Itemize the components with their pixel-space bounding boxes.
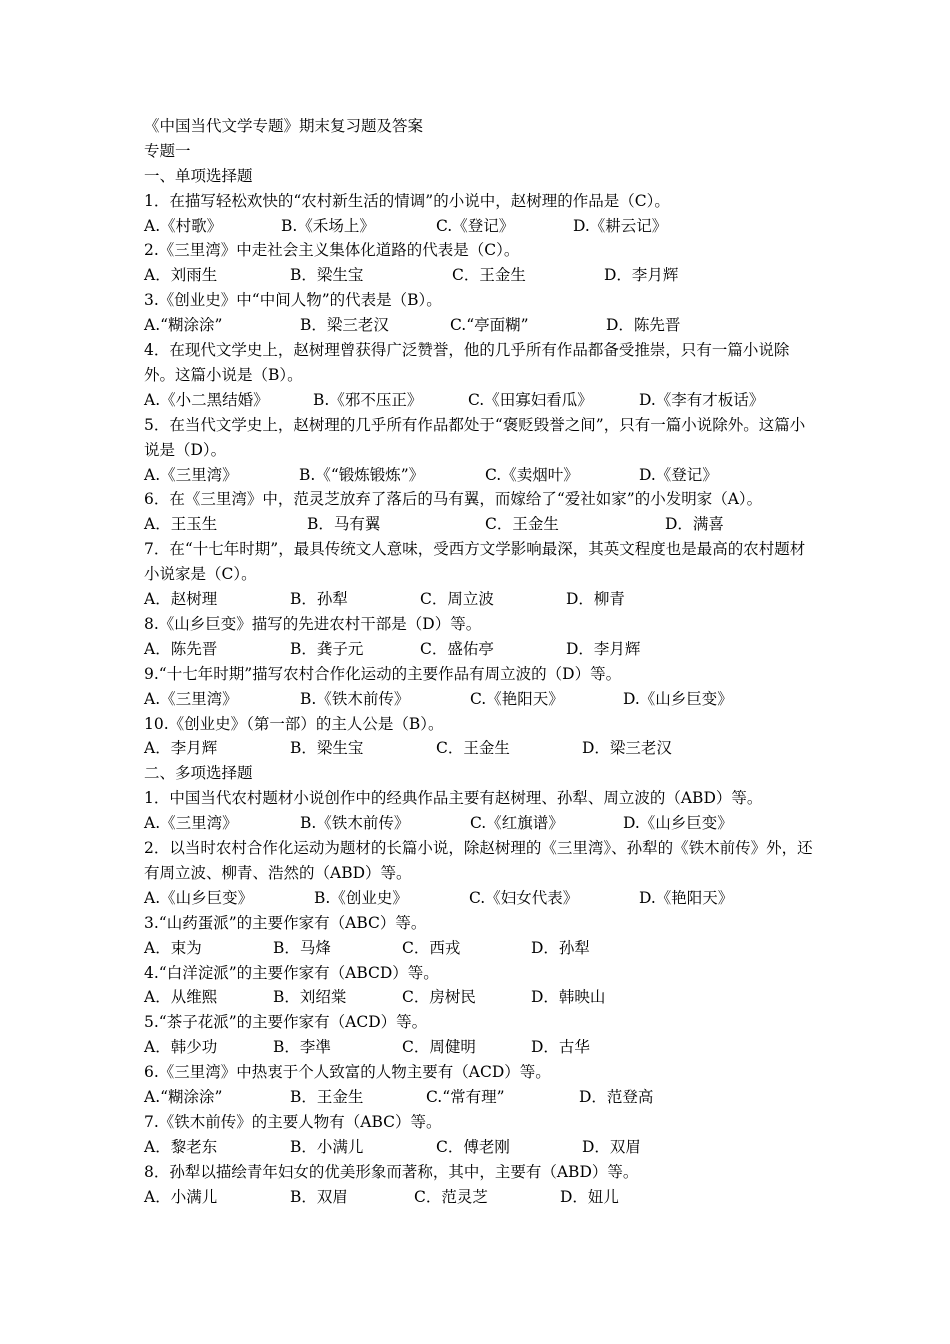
option-c: C．周健明 — [402, 1038, 476, 1057]
option-d: D.《艳阳天》 — [639, 888, 734, 907]
options-row — [144, 263, 814, 288]
option-a: A．赵树理 — [144, 590, 218, 609]
option-d: D．梁三老汉 — [582, 739, 672, 758]
option-a: A．黎老东 — [144, 1137, 218, 1156]
question-stem: 4．在现代文学史上，赵树理曾获得广泛赞誉，他的几乎所有作品都备受推崇，只有一篇小说除外。这篇小说是（B）。 — [144, 341, 790, 384]
question-stem: 10.《创业史》（第一部）的主人公是（B）。 — [144, 714, 444, 733]
options-row — [144, 463, 814, 488]
option-a: A．李月辉 — [144, 739, 218, 758]
option-c: C.《登记》 — [436, 216, 515, 235]
option-c: C．傅老刚 — [436, 1137, 510, 1156]
option-c: C.《田寡妇看瓜》 — [468, 390, 593, 409]
question-stem: 3.“山药蛋派”的主要作家有（ABC）等。 — [144, 913, 427, 932]
option-c: C.“亭面糊” — [450, 316, 529, 335]
option-b: B.《铁木前传》 — [300, 814, 410, 833]
question-stem: 7．在“十七年时期”，最具传统文人意味，受西方文学影响最深，其英文程度也是最高的农村题材小说家是（C）。 — [144, 540, 806, 584]
option-a: A.“糊涂涂” — [144, 1088, 223, 1107]
option-b: B．小满儿 — [290, 1137, 364, 1156]
option-a: A.《山乡巨变》 — [144, 888, 254, 907]
option-a: A．从维熙 — [144, 988, 218, 1007]
option-a: A．王玉生 — [144, 515, 218, 534]
option-a: A．陈先晋 — [144, 639, 218, 658]
document-page — [144, 114, 814, 1210]
option-c: C．王金生 — [485, 515, 559, 534]
option-a: A．刘雨生 — [144, 266, 218, 285]
question-stem: 4.“白洋淀派”的主要作家有（ABCD）等。 — [144, 963, 439, 982]
options-row — [144, 736, 814, 761]
topic-heading: 专题一 — [144, 141, 191, 160]
option-b: B．马烽 — [273, 938, 331, 957]
options-row — [144, 512, 814, 537]
option-d: D．满喜 — [665, 515, 724, 534]
option-d: D．韩映山 — [531, 988, 606, 1007]
option-d: D．李月辉 — [604, 266, 679, 285]
option-b: B．双眉 — [290, 1187, 348, 1206]
options-row — [144, 687, 814, 712]
option-d: D．柳青 — [566, 590, 625, 609]
option-b: B.《禾场上》 — [281, 216, 375, 235]
options-row — [144, 587, 814, 612]
option-c: C.《卖烟叶》 — [485, 465, 579, 484]
question-stem: 7.《铁木前传》的主要人物有（ABC）等。 — [144, 1112, 442, 1131]
option-d: D．陈先晋 — [606, 316, 681, 335]
document-title: 《中国当代文学专题》期末复习题及答案 — [144, 117, 424, 135]
option-a: A.《村歌》 — [144, 216, 223, 235]
option-d: D.《李有才板话》 — [639, 390, 765, 409]
question-stem: 9.“十七年时期”描写农村合作化运动的主要作品有周立波的（D）等。 — [144, 664, 622, 683]
question-stem: 8．孙犁以描绘青年妇女的优美形象而著称，其中，主要有（ABD）等。 — [144, 1162, 639, 1181]
option-c: C.《艳阳天》 — [470, 689, 564, 708]
option-d: D.《山乡巨变》 — [623, 814, 733, 833]
options-row — [144, 936, 814, 961]
option-c: C.《红旗谱》 — [470, 814, 564, 833]
options-row — [144, 313, 814, 338]
option-d: D.《耕云记》 — [573, 216, 668, 235]
options-row — [144, 1085, 814, 1110]
options-row — [144, 637, 814, 662]
options-row — [144, 214, 814, 239]
question-stem: 8.《山乡巨变》描写的先进农村干部是（D）等。 — [144, 614, 482, 633]
options-row — [144, 388, 814, 413]
option-b: B．梁三老汉 — [300, 316, 389, 335]
options-row — [144, 886, 814, 911]
section-heading: 二、多项选择题 — [144, 764, 253, 783]
option-b: B．马有翼 — [307, 515, 381, 534]
option-c: C.“常有理” — [426, 1088, 505, 1107]
options-row — [144, 1185, 814, 1210]
option-d: D．双眉 — [582, 1137, 641, 1156]
option-a: A.“糊涂涂” — [144, 316, 223, 335]
option-b: B．孙犁 — [290, 590, 348, 609]
option-b: B.《创业史》 — [314, 888, 408, 907]
option-a: A．韩少功 — [144, 1038, 218, 1057]
option-d: D．李月辉 — [566, 639, 641, 658]
question-stem: 2.《三里湾》中走社会主义集体化道路的代表是（C）。 — [144, 241, 520, 260]
option-d: D.《登记》 — [639, 465, 718, 484]
options-row — [144, 985, 814, 1010]
option-a: A.《三里湾》 — [144, 814, 238, 833]
option-b: B．龚子元 — [290, 639, 364, 658]
question-stem: 1．中国当代农村题材小说创作中的经典作品主要有赵树理、孙犁、周立波的（ABD）等。 — [144, 789, 763, 808]
option-c: C．王金生 — [436, 739, 510, 758]
option-b: B．梁生宝 — [290, 739, 364, 758]
option-d: D．古华 — [531, 1038, 590, 1057]
option-b: B.《“锻炼锻炼”》 — [299, 465, 425, 484]
option-d: D．孙犁 — [531, 938, 590, 957]
question-stem: 2．以当时农村合作化运动为题材的长篇小说，除赵树理的《三里湾》、孙犁的《铁木前传》外，还有周立波、柳青、浩然的（ABD）等。 — [144, 839, 813, 882]
question-stem: 5.“茶子花派”的主要作家有（ACD）等。 — [144, 1013, 428, 1032]
option-a: A.《小二黑结婚》 — [144, 390, 269, 409]
option-c: C．盛佑亭 — [420, 639, 494, 658]
option-a: A.《三里湾》 — [144, 465, 238, 484]
option-c: C．王金生 — [452, 266, 526, 285]
question-stem: 1．在描写轻松欢快的“农村新生活的情调”的小说中，赵树理的作品是（C）。 — [144, 191, 670, 210]
options-row — [144, 1035, 814, 1060]
option-d: D.《山乡巨变》 — [623, 689, 733, 708]
question-stem: 3.《创业史》中“中间人物”的代表是（B）。 — [144, 291, 442, 310]
options-row — [144, 1135, 814, 1160]
option-a: A．束为 — [144, 938, 202, 957]
question-stem: 5．在当代文学史上，赵树理的几乎所有作品都处于“褒贬毁誉之间”，只有一篇小说除外。这篇小说是（D）。 — [144, 415, 806, 459]
options-row — [144, 811, 814, 836]
option-b: B．刘绍棠 — [273, 988, 347, 1007]
option-c: C.《妇女代表》 — [469, 888, 579, 907]
question-stem: 6．在《三里湾》中，范灵芝放弃了落后的马有翼，而嫁给了“爱社如家”的小发明家（A）。 — [144, 490, 763, 509]
question-stem: 6.《三里湾》中热衷于个人致富的人物主要有（ACD）等。 — [144, 1063, 551, 1082]
option-b: B．王金生 — [290, 1088, 364, 1107]
option-b: B．梁生宝 — [290, 266, 364, 285]
question-list — [144, 164, 814, 1210]
option-d: D．妞儿 — [560, 1187, 619, 1206]
option-a: A.《三里湾》 — [144, 689, 238, 708]
option-b: B.《铁木前传》 — [300, 689, 410, 708]
option-c: C．西戎 — [402, 938, 461, 957]
option-a: A．小满儿 — [144, 1187, 218, 1206]
option-d: D．范登高 — [579, 1088, 654, 1107]
option-c: C．周立波 — [420, 590, 494, 609]
option-c: C．范灵芝 — [414, 1187, 488, 1206]
option-b: B.《邪不压正》 — [313, 390, 423, 409]
section-heading: 一、单项选择题 — [144, 166, 253, 185]
option-c: C．房树民 — [402, 988, 476, 1007]
option-b: B．李凖 — [273, 1038, 331, 1057]
